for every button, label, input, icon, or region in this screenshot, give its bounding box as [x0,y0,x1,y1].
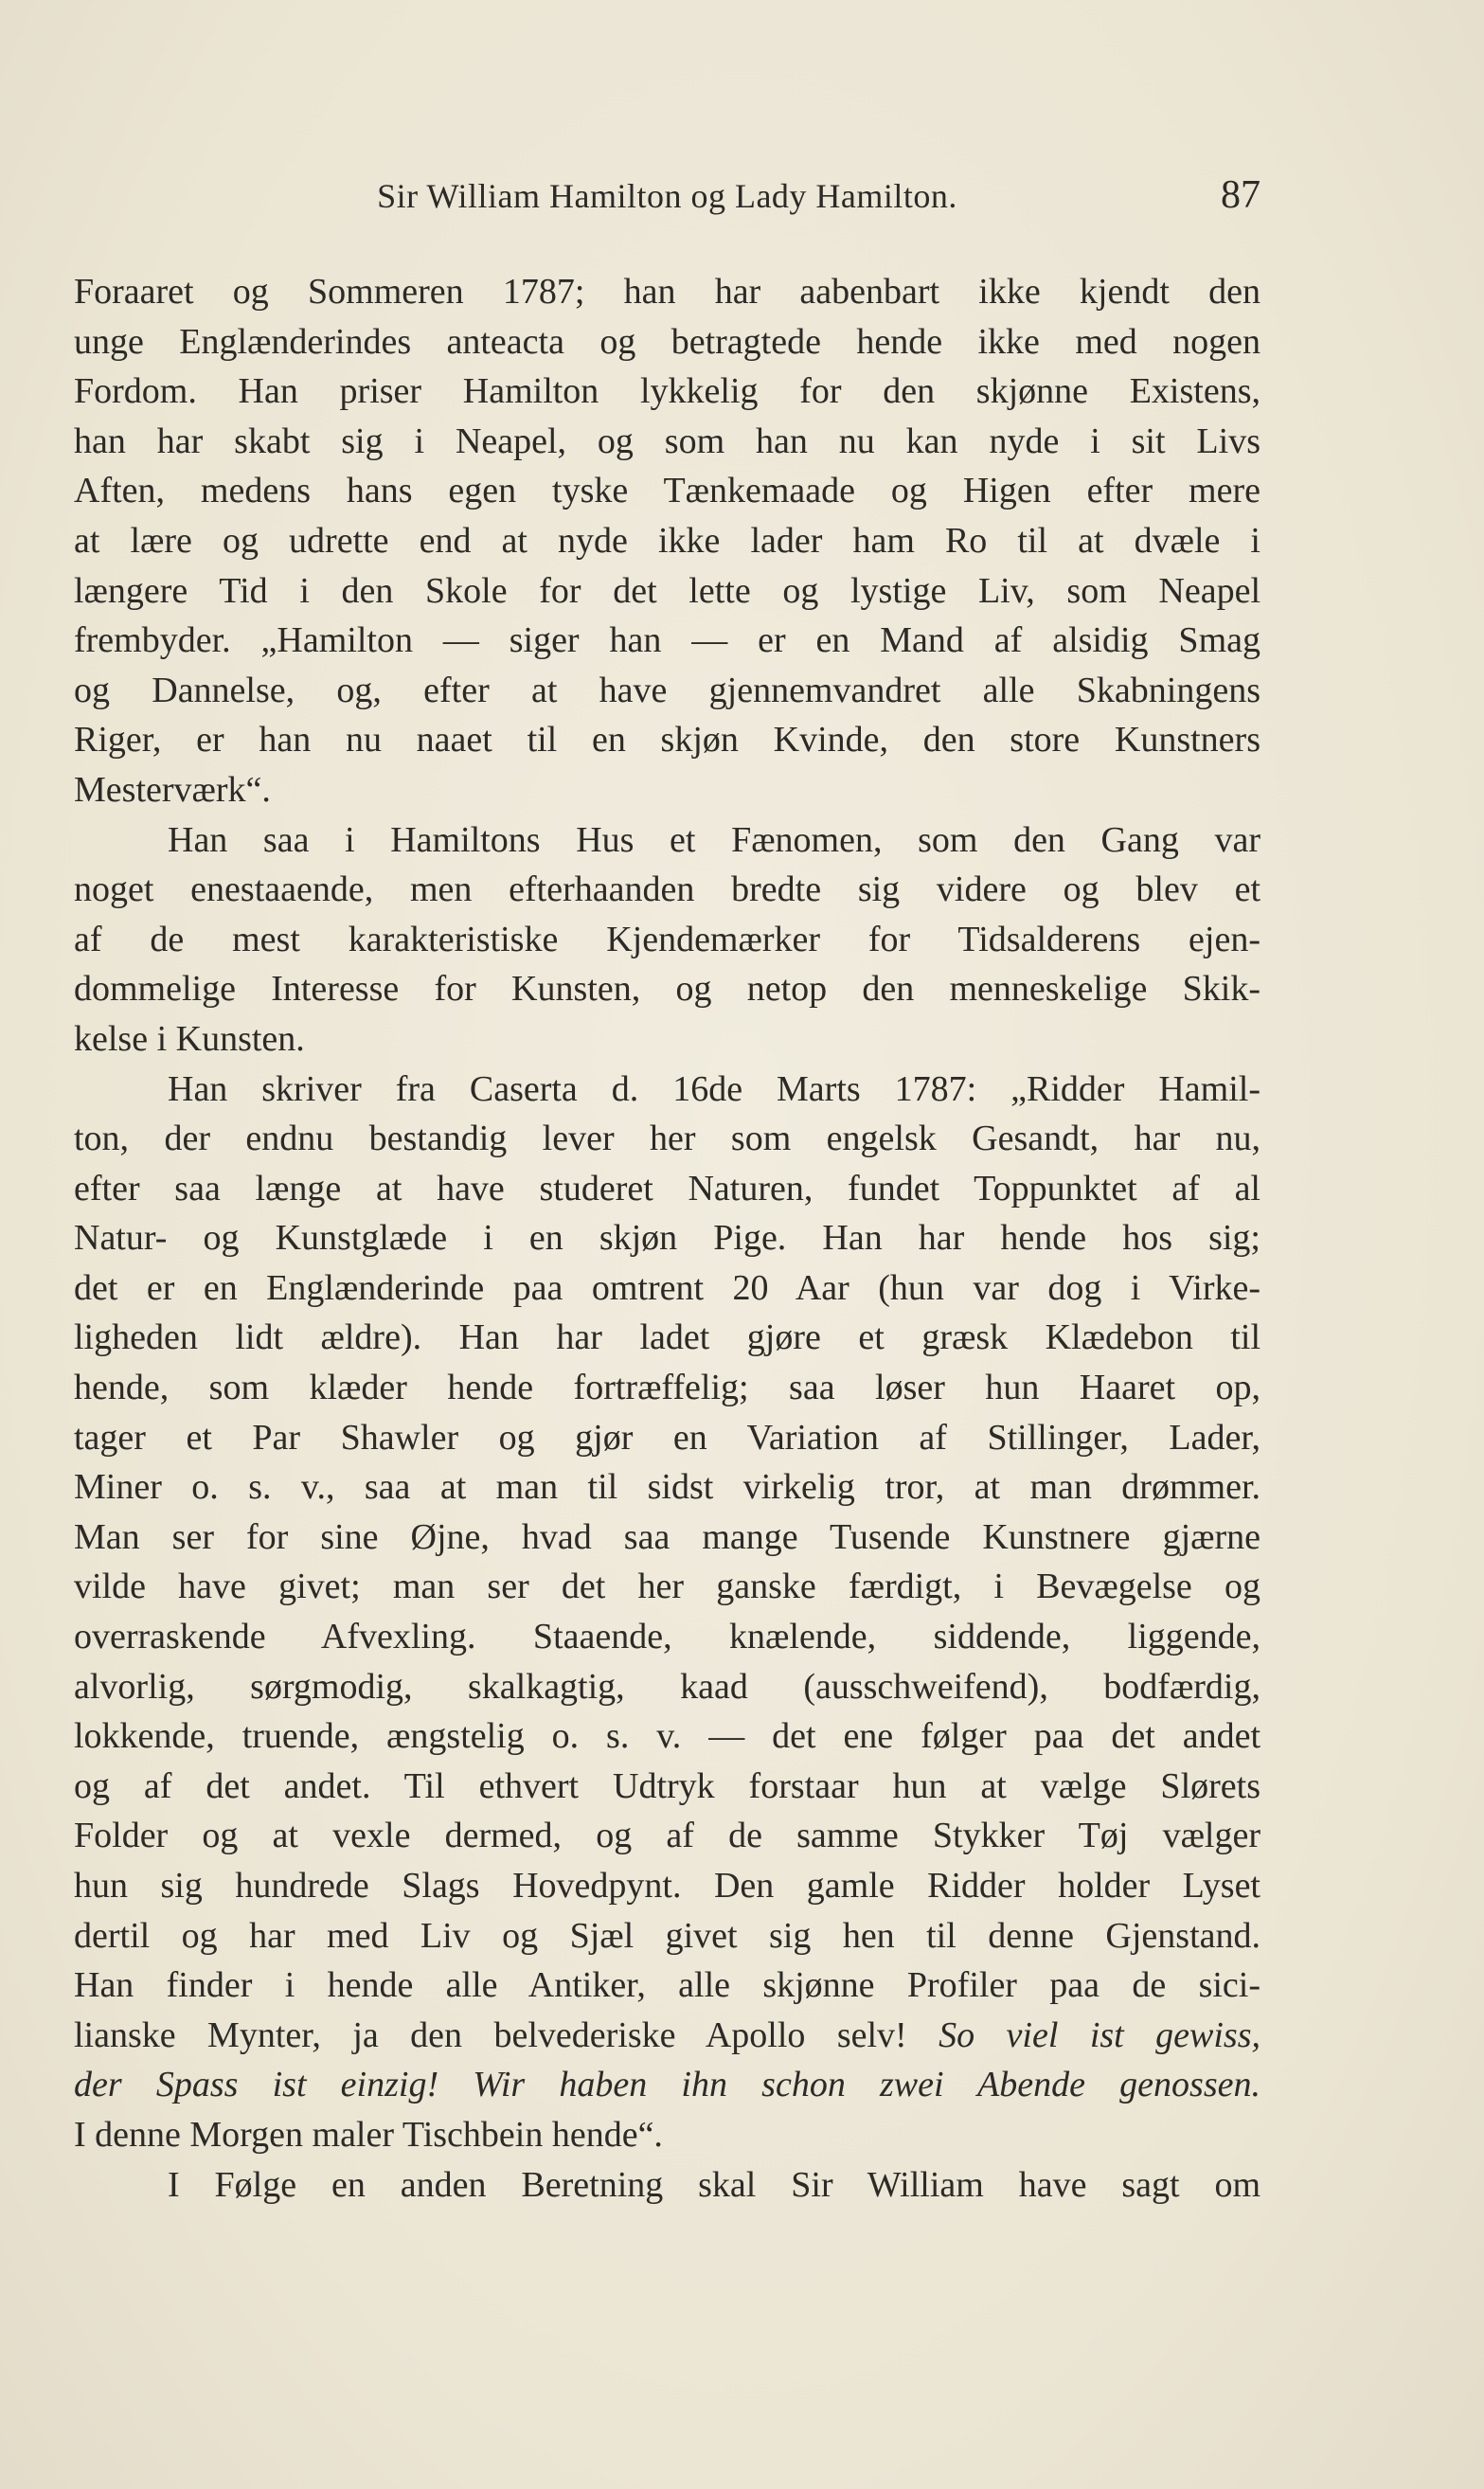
line-text: dertil og har med Liv og Sjæl givet sig hen til denne Gjenstand. [74,1915,1261,1956]
text-line [74,815,1261,866]
line-text: hende, som klæder hende fortræffelig; saa løser hun Haaret op, [74,1368,1261,1408]
text-line [74,765,1261,815]
line-text: efter saa længe at have studeret Naturen, fundet Toppunktet af al [74,1168,1261,1209]
text-line [74,1711,1261,1762]
text-line [74,1612,1261,1662]
line-text: og Dannelse, og, efter at have gjennemvandret alle Skabningens [74,670,1261,710]
line-text: lianske Mynter, ja den belvederiske Apollo selv! [74,2014,907,2055]
text-line [74,616,1261,666]
body-text [74,267,1261,2210]
line-text: tager et Par Shawler og gjør en Variation af Stillinger, Lader, [74,1417,1261,1458]
line-italic-text: So viel ist gewiss, [939,2014,1261,2055]
text-line [74,1861,1261,1911]
text-line [74,1164,1261,1214]
text-line [74,1961,1261,2011]
text-line [74,1462,1261,1513]
text-line [74,1313,1261,1363]
line-text: det er en Englænderinde paa omtrent 20 Aar (hun var dog i Virke- [74,1267,1261,1308]
text-line [74,915,1261,965]
text-line [74,1762,1261,1812]
text-line [74,1811,1261,1861]
page-number: 87 [1221,173,1261,217]
line-text: Fordom. Han priser Hamilton lykkelig for den skjønne Existens, [74,371,1261,412]
text-line [74,317,1261,367]
line-text: Riger, er han nu naaet til en skjøn Kvinde, den store Kunstners [74,720,1261,761]
line-text: af de mest karakteristiske Kjendemærker for Tidsalderens ejen- [74,919,1261,959]
line-text: og af det andet. Til ethvert Udtryk forstaar hun at vælge Slørets [74,1765,1261,1806]
text-line [74,566,1261,617]
line-italic-text: der Spass ist einzig! Wir haben ihn schon zwei Abende genossen. [74,2065,1261,2105]
line-text: noget enestaaende, men efterhaanden bredte sig videre og blev et [74,869,1261,910]
line-text: Folder og at vexle dermed, og af de samme Stykker Tøj vælger [74,1816,1261,1856]
text-line [74,1014,1261,1065]
line-text: kelse i Kunsten. [74,1018,305,1059]
text-line [74,1911,1261,1961]
line-text: alvorlig, sørgmodig, skalkagtig, kaad (ausschweifend), bodfærdig, [74,1666,1261,1707]
text-line [74,417,1261,467]
text-line [74,1363,1261,1413]
text-line [74,1662,1261,1712]
running-head: Sir William Hamilton og Lady Hamilton. [377,177,957,215]
line-text: Mesterværk“. [74,769,271,810]
text-line [74,1065,1261,1115]
text-line [74,1562,1261,1612]
text-line [74,2160,1261,2211]
line-text: længere Tid i den Skole for det lette og lystige Liv, som Neapel [74,570,1261,611]
line-text: Man ser for sine Øjne, hvad saa mange Tusende Kunstnere gjærne [74,1516,1261,1557]
page-header [74,172,1261,229]
line-text: hun sig hundrede Slags Hovedpynt. Den gamle Ridder holder Lyset [74,1866,1261,1906]
text-line [74,367,1261,417]
line-text: ton, der endnu bestandig lever her som engelsk Gesandt, har nu, [74,1119,1261,1159]
text-line [74,715,1261,765]
text-line [74,666,1261,716]
line-text: Aften, medens hans egen tyske Tænkemaade og Higen efter mere [74,471,1261,511]
text-line [74,516,1261,566]
text-line [74,1413,1261,1463]
text-line [74,2110,1261,2160]
text-line [74,1263,1261,1314]
text-line [74,466,1261,516]
line-text: dommelige Interesse for Kunsten, og netop den menneskelige Skik- [74,969,1261,1010]
line-text: unge Englænderindes anteacta og betragtede hende ikke med nogen [74,321,1261,362]
line-text: vilde have givet; man ser det her ganske færdigt, i Bevægelse og [74,1567,1261,1607]
line-text: at lære og udrette end at nyde ikke lader ham Ro til at dvæle i [74,520,1261,561]
text-line [74,865,1261,915]
text-line [74,964,1261,1014]
line-text: overraskende Afvexling. Staaende, knælende, siddende, liggende, [74,1617,1261,1657]
line-text: Foraaret og Sommeren 1787; han har aabenbart ikke kjendt den [74,272,1261,312]
line-text: I denne Morgen maler Tischbein hende“. [74,2114,663,2155]
line-text: lokkende, truende, ængstelig o. s. v. — det ene følger paa det andet [74,1716,1261,1757]
line-text: Han saa i Hamiltons Hus et Fænomen, som den Gang var [168,819,1261,860]
text-line [74,2060,1261,2110]
text-line [74,1213,1261,1263]
line-text: Han finder i hende alle Antiker, alle skjønne Profiler paa de sici- [74,1965,1261,2006]
text-line [74,1513,1261,1563]
line-text: I Følge en anden Beretning skal Sir William have sagt om [168,2164,1261,2205]
text-line [74,1114,1261,1164]
text-line [74,2011,1261,2061]
text-line [74,267,1261,317]
line-text: Miner o. s. v., saa at man til sidst virkelig tror, at man drømmer. [74,1467,1261,1508]
line-text: Han skriver fra Caserta d. 16de Marts 1787: „Ridder Hamil- [168,1068,1261,1109]
line-text: frembyder. „Hamilton — siger han — er en Mand af alsidig Smag [74,620,1261,661]
line-text: han har skabt sig i Neapel, og som han nu kan nyde i sit Livs [74,421,1261,461]
line-text: ligheden lidt ældre). Han har ladet gjøre et græsk Klædebon til [74,1317,1261,1358]
line-text: Natur- og Kunstglæde i en skjøn Pige. Han har hende hos sig; [74,1218,1261,1259]
